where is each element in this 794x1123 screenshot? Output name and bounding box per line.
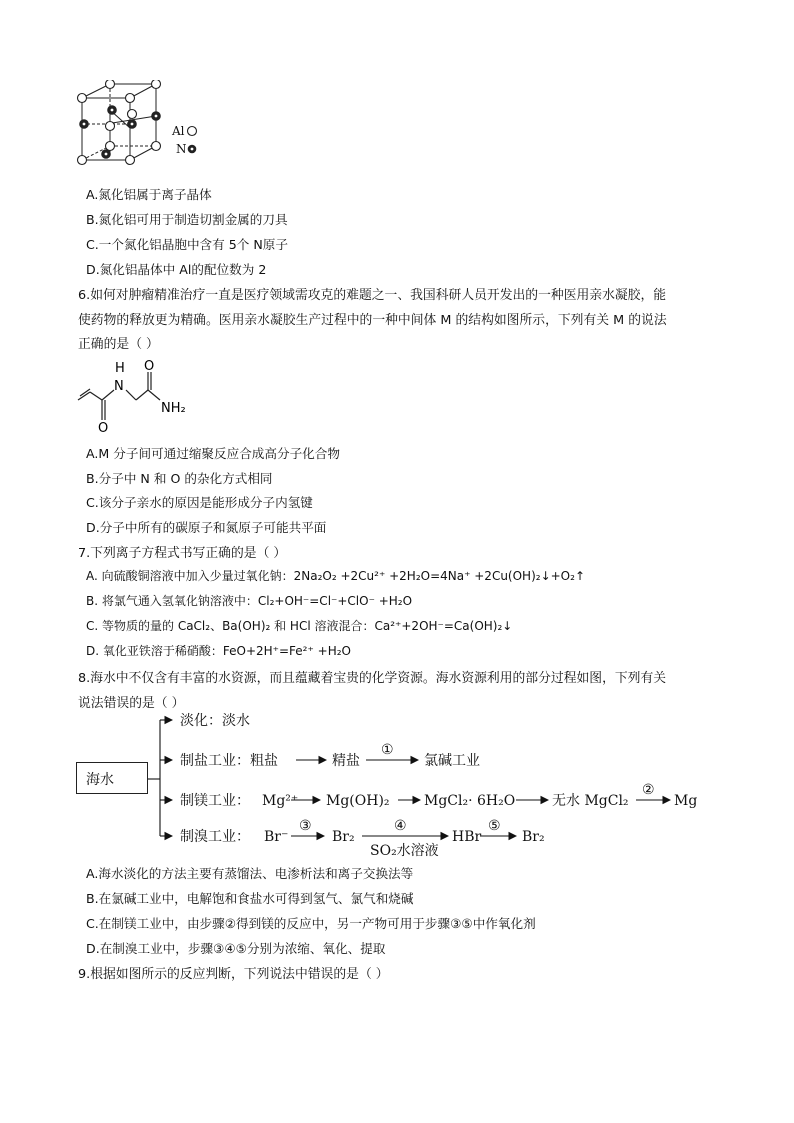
q6-stem-line3: 正确的是（ ） <box>78 337 159 352</box>
q7-option-b[interactable] <box>86 592 412 609</box>
q6-option-a[interactable]: A.M 分子间可通过缩聚反应合成高分子化合物 <box>86 446 340 461</box>
flow-row4-reagent: SO₂水溶液 <box>370 843 439 858</box>
flow-row3-c: MgCl₂· 6H₂O <box>424 793 516 809</box>
q5-option-d[interactable]: D.氮化铝晶体中 Al的配位数为 2 <box>86 262 267 277</box>
legend-al-label: Al <box>172 124 185 138</box>
flow-row4-label: 制溴工业： <box>180 829 250 845</box>
q5-option-a[interactable]: A.氮化铝属于离子晶体 <box>86 187 212 202</box>
q7-option-b-equation: Cl₂+OH⁻=Cl⁻+ClO⁻ +H₂O <box>257 594 413 608</box>
q7-option-c-equation: Ca²⁺+2OH⁻=Ca(OH)₂↓ <box>374 619 513 633</box>
q7-option-d-equation: FeO+2H⁺=Fe²⁺ +H₂O <box>222 644 351 658</box>
seawater-flow-diagram <box>76 708 716 858</box>
flow-row3-label: 制镁工业： <box>180 793 250 809</box>
q7-stem: 7.下列离子方程式书写正确的是（ ） <box>78 546 287 561</box>
q5-option-c[interactable]: C.一个氮化铝晶胞中含有 5个 N原子 <box>86 237 288 252</box>
flow-row4-a: Br⁻ <box>264 829 289 845</box>
struct-n-atom: N <box>114 379 124 394</box>
flow-row1: 淡化：淡水 <box>180 713 250 729</box>
q5-option-b[interactable]: B.氮化铝可用于制造切割金属的刀具 <box>86 212 288 227</box>
flow-row4-step5: ⑤ <box>488 818 501 834</box>
flow-row2-step: ① <box>381 742 394 758</box>
flow-row3-a: Mg²⁺ <box>262 793 299 809</box>
flow-row3-end: Mg <box>674 793 698 809</box>
q8-option-b[interactable]: B.在氯碱工业中，电解饱和食盐水可得到氢气、氯气和烧碱 <box>86 891 414 906</box>
q6-option-b[interactable]: B.分子中 N 和 O 的杂化方式相同 <box>86 471 273 486</box>
flow-row3-step: ② <box>642 782 655 798</box>
legend-n-label: N <box>176 142 187 156</box>
q9-stem: 9.根据如图所示的反应判断，下列说法中错误的是（ ） <box>78 967 389 982</box>
q8-option-d[interactable]: D.在制溴工业中，步骤③④⑤分别为浓缩、氧化、提取 <box>86 941 386 956</box>
q6-option-c[interactable]: C.该分子亲水的原因是能形成分子内氢键 <box>86 495 313 510</box>
flow-row2-label: 制盐工业：粗盐 <box>180 753 278 769</box>
legend-al-symbol <box>186 125 198 137</box>
flow-source-label: 海水 <box>86 772 114 788</box>
legend-n-symbol <box>186 143 198 155</box>
q7-option-a[interactable] <box>86 567 585 584</box>
molecule-m-structure <box>74 356 204 436</box>
struct-o-lower-atom: O <box>98 421 109 436</box>
flow-row4-step4: ④ <box>394 818 407 834</box>
q7-option-c-text: C. 等物质的量的 CaCl₂、Ba(OH)₂ 和 HCl 溶液混合： <box>86 619 375 633</box>
q7-option-c[interactable] <box>86 617 512 634</box>
flow-row3-b: Mg(OH)₂ <box>326 793 390 809</box>
q6-stem-line1: 6.如何对肿瘤精准治疗一直是医疗领域需攻克的难题之一、我国科研人员开发出的一种医用亲水凝胶，能 <box>78 288 667 303</box>
flow-row4-b: Br₂ <box>332 829 355 845</box>
struct-nh2-group: NH₂ <box>161 401 186 416</box>
struct-o-upper-atom: O <box>144 359 155 374</box>
q6-option-d[interactable]: D.分子中所有的碳原子和氮原子可能共平面 <box>86 520 327 535</box>
q8-option-a[interactable]: A.海水淡化的方法主要有蒸馏法、电渗析法和离子交换法等 <box>86 866 414 881</box>
q7-option-a-equation: 2Na₂O₂ +2Cu²⁺ +2H₂O=4Na⁺ +2Cu(OH)₂↓+O₂↑ <box>293 569 585 583</box>
flow-row2-end: 氯碱工业 <box>424 753 480 769</box>
q7-option-d-text: D. 氧化亚铁溶于稀硝酸： <box>86 644 223 658</box>
flow-row4-step3: ③ <box>299 818 312 834</box>
q7-option-d[interactable] <box>86 642 351 659</box>
q8-stem-line1: 8.海水中不仅含有丰富的水资源，而且蕴藏着宝贵的化学资源。海水资源利用的部分过程如图，下列有关 <box>78 671 667 686</box>
flow-row4-end: Br₂ <box>522 829 545 845</box>
struct-h-atom: H <box>115 361 125 376</box>
q7-option-b-text: B. 将氯气通入氢氧化钠溶液中： <box>86 594 258 608</box>
flow-row2-mid: 精盐 <box>332 753 360 769</box>
q8-option-c[interactable]: C.在制镁工业中，由步骤②得到镁的反应中，另一产物可用于步骤③⑤中作氧化剂 <box>86 916 536 931</box>
q6-stem-line2: 使药物的释放更为精确。医用亲水凝胶生产过程中的一种中间体 M 的结构如图所示，下列有关 M 的说法 <box>78 313 667 328</box>
flow-row3-d: 无水 MgCl₂ <box>552 793 629 809</box>
flow-row4-c: HBr <box>452 829 482 845</box>
q7-option-a-text: A. 向硫酸铜溶液中加入少量过氧化钠： <box>86 569 294 583</box>
q8-stem-line2: 说法错误的是（ ） <box>78 696 185 711</box>
